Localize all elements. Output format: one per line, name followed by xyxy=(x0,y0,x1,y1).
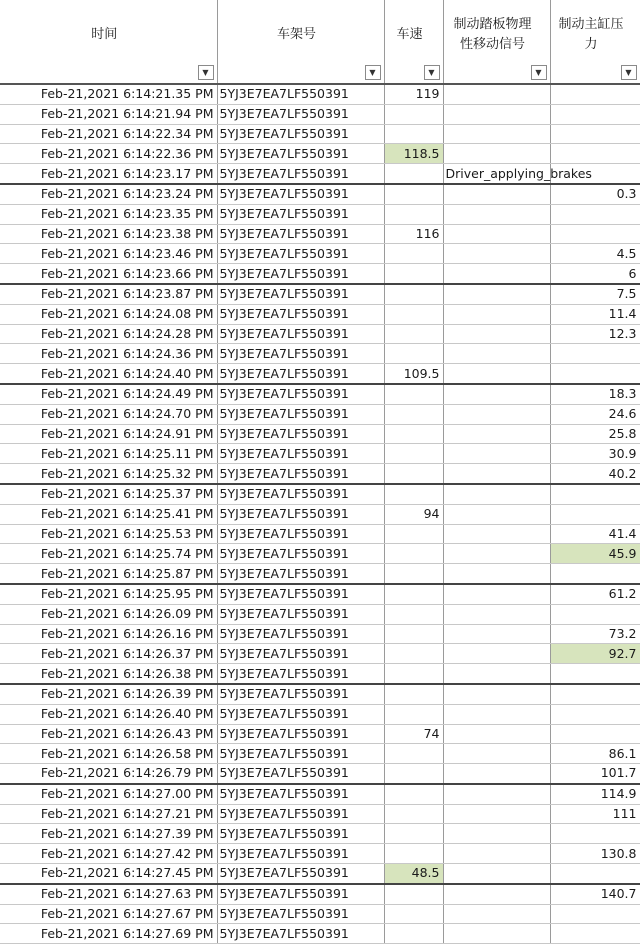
cell-pressure[interactable]: 92.7 xyxy=(550,644,640,664)
cell-time[interactable]: Feb-21,2021 6:14:22.34 PM xyxy=(0,124,217,144)
cell-vin[interactable]: 5YJ3E7EA7LF550391 xyxy=(217,924,384,944)
table-row xyxy=(0,124,640,144)
cell-time[interactable]: Feb-21,2021 6:14:26.37 PM xyxy=(0,644,217,664)
cell-brake-signal[interactable] xyxy=(443,724,550,744)
cell-brake-signal[interactable] xyxy=(443,324,550,344)
cell-brake-signal[interactable] xyxy=(443,224,550,244)
cell-time[interactable]: Feb-21,2021 6:14:24.40 PM xyxy=(0,364,217,384)
cell-time[interactable]: Feb-21,2021 6:14:26.39 PM xyxy=(0,684,217,704)
cell-brake-signal[interactable] xyxy=(443,744,550,764)
cell-time[interactable]: Feb-21,2021 6:14:26.79 PM xyxy=(0,764,217,784)
cell-brake-signal[interactable] xyxy=(443,404,550,424)
cell-time[interactable]: Feb-21,2021 6:14:27.00 PM xyxy=(0,784,217,804)
column-header-time-label: 时间 xyxy=(91,26,118,42)
cell-vin[interactable]: 5YJ3E7EA7LF550391 xyxy=(217,744,384,764)
cell-vin[interactable]: 5YJ3E7EA7LF550391 xyxy=(217,664,384,684)
cell-pressure[interactable]: 114.9 xyxy=(550,784,640,804)
cell-pressure[interactable] xyxy=(550,144,640,164)
cell-brake-signal[interactable] xyxy=(443,784,550,804)
cell-vin[interactable]: 5YJ3E7EA7LF550391 xyxy=(217,904,384,924)
cell-time[interactable]: Feb-21,2021 6:14:27.63 PM xyxy=(0,884,217,904)
cell-speed[interactable] xyxy=(384,424,443,444)
cell-speed[interactable] xyxy=(384,464,443,484)
table-row xyxy=(0,84,640,104)
cell-vin[interactable]: 5YJ3E7EA7LF550391 xyxy=(217,464,384,484)
table-row xyxy=(0,244,640,264)
cell-speed[interactable] xyxy=(384,844,443,864)
table-row xyxy=(0,504,640,524)
dropdown-arrow-icon[interactable]: ▼ xyxy=(365,65,381,80)
cell-pressure[interactable] xyxy=(550,84,640,104)
cell-pressure[interactable] xyxy=(550,484,640,504)
cell-speed[interactable] xyxy=(384,664,443,684)
cell-speed[interactable] xyxy=(384,404,443,424)
cell-speed[interactable] xyxy=(384,104,443,124)
cell-time[interactable]: Feb-21,2021 6:14:23.35 PM xyxy=(0,204,217,224)
column-header-pedal xyxy=(443,0,550,84)
cell-speed[interactable] xyxy=(384,824,443,844)
cell-time[interactable]: Feb-21,2021 6:14:25.53 PM xyxy=(0,524,217,544)
cell-brake-signal[interactable] xyxy=(443,664,550,684)
column-header-pressure xyxy=(550,0,640,84)
cell-pressure[interactable]: 30.9 xyxy=(550,444,640,464)
cell-speed[interactable] xyxy=(384,444,443,464)
cell-pressure[interactable] xyxy=(550,864,640,884)
cell-brake-signal[interactable] xyxy=(443,244,550,264)
cell-pressure[interactable] xyxy=(550,224,640,244)
cell-pressure[interactable]: 41.4 xyxy=(550,524,640,544)
cell-pressure[interactable] xyxy=(550,684,640,704)
cell-vin[interactable]: 5YJ3E7EA7LF550391 xyxy=(217,604,384,624)
cell-time[interactable]: Feb-21,2021 6:14:27.39 PM xyxy=(0,824,217,844)
cell-pressure[interactable] xyxy=(550,824,640,844)
cell-brake-signal[interactable] xyxy=(443,564,550,584)
cell-speed[interactable] xyxy=(384,284,443,304)
table-row xyxy=(0,204,640,224)
cell-vin[interactable]: 5YJ3E7EA7LF550391 xyxy=(217,844,384,864)
cell-pressure[interactable] xyxy=(550,904,640,924)
cell-brake-signal[interactable] xyxy=(443,364,550,384)
cell-time[interactable]: Feb-21,2021 6:14:23.17 PM xyxy=(0,164,217,184)
cell-vin[interactable]: 5YJ3E7EA7LF550391 xyxy=(217,804,384,824)
cell-pressure[interactable]: 6 xyxy=(550,264,640,284)
cell-time[interactable]: Feb-21,2021 6:14:21.94 PM xyxy=(0,104,217,124)
cell-pressure[interactable]: 45.9 xyxy=(550,544,640,564)
table-row xyxy=(0,844,640,864)
cell-brake-signal[interactable] xyxy=(443,504,550,524)
table-row xyxy=(0,544,640,564)
cell-time[interactable]: Feb-21,2021 6:14:26.09 PM xyxy=(0,604,217,624)
cell-vin[interactable]: 5YJ3E7EA7LF550391 xyxy=(217,324,384,344)
cell-brake-signal[interactable] xyxy=(443,104,550,124)
cell-speed[interactable] xyxy=(384,624,443,644)
cell-vin[interactable]: 5YJ3E7EA7LF550391 xyxy=(217,344,384,364)
cell-time[interactable]: Feb-21,2021 6:14:24.28 PM xyxy=(0,324,217,344)
cell-vin[interactable]: 5YJ3E7EA7LF550391 xyxy=(217,784,384,804)
cell-time[interactable]: Feb-21,2021 6:14:23.66 PM xyxy=(0,264,217,284)
cell-vin[interactable]: 5YJ3E7EA7LF550391 xyxy=(217,224,384,244)
cell-time[interactable]: Feb-21,2021 6:14:25.74 PM xyxy=(0,544,217,564)
cell-brake-signal[interactable] xyxy=(443,284,550,304)
table-row xyxy=(0,384,640,404)
column-header-vin-label: 车架号 xyxy=(276,26,316,42)
table-row xyxy=(0,184,640,204)
cell-vin[interactable]: 5YJ3E7EA7LF550391 xyxy=(217,264,384,284)
cell-time[interactable]: Feb-21,2021 6:14:27.67 PM xyxy=(0,904,217,924)
table-row xyxy=(0,564,640,584)
cell-speed[interactable]: 48.5 xyxy=(384,864,443,884)
cell-brake-signal[interactable] xyxy=(443,204,550,224)
cell-brake-signal[interactable] xyxy=(443,624,550,644)
cell-speed[interactable] xyxy=(384,124,443,144)
cell-vin[interactable]: 5YJ3E7EA7LF550391 xyxy=(217,704,384,724)
column-header-speed-label: 车速 xyxy=(396,26,423,42)
table-row xyxy=(0,744,640,764)
cell-speed[interactable] xyxy=(384,164,443,184)
cell-speed[interactable] xyxy=(384,884,443,904)
cell-brake-signal[interactable] xyxy=(443,864,550,884)
cell-speed[interactable] xyxy=(384,644,443,664)
table-row xyxy=(0,524,640,544)
cell-brake-signal[interactable] xyxy=(443,904,550,924)
table-row xyxy=(0,804,640,824)
header-row xyxy=(0,0,640,84)
cell-speed[interactable]: 109.5 xyxy=(384,364,443,384)
cell-time[interactable]: Feb-21,2021 6:14:24.49 PM xyxy=(0,384,217,404)
cell-time[interactable]: Feb-21,2021 6:14:23.24 PM xyxy=(0,184,217,204)
table-body xyxy=(0,84,640,944)
cell-vin[interactable]: 5YJ3E7EA7LF550391 xyxy=(217,84,384,104)
cell-vin[interactable]: 5YJ3E7EA7LF550391 xyxy=(217,484,384,504)
cell-speed[interactable] xyxy=(384,344,443,364)
cell-brake-signal[interactable] xyxy=(443,524,550,544)
cell-time[interactable]: Feb-21,2021 6:14:24.91 PM xyxy=(0,424,217,444)
cell-speed[interactable] xyxy=(384,244,443,264)
table-row xyxy=(0,584,640,604)
cell-time[interactable]: Feb-21,2021 6:14:26.16 PM xyxy=(0,624,217,644)
cell-vin[interactable]: 5YJ3E7EA7LF550391 xyxy=(217,384,384,404)
cell-speed[interactable] xyxy=(384,764,443,784)
cell-brake-signal[interactable] xyxy=(443,484,550,504)
cell-speed[interactable] xyxy=(384,304,443,324)
cell-vin[interactable]: 5YJ3E7EA7LF550391 xyxy=(217,444,384,464)
table-row xyxy=(0,604,640,624)
cell-time[interactable]: Feb-21,2021 6:14:24.08 PM xyxy=(0,304,217,324)
cell-vin[interactable]: 5YJ3E7EA7LF550391 xyxy=(217,764,384,784)
cell-time[interactable]: Feb-21,2021 6:14:23.38 PM xyxy=(0,224,217,244)
cell-time[interactable]: Feb-21,2021 6:14:23.87 PM xyxy=(0,284,217,304)
cell-brake-signal[interactable] xyxy=(443,704,550,724)
table-row xyxy=(0,424,640,444)
cell-time[interactable]: Feb-21,2021 6:14:25.11 PM xyxy=(0,444,217,464)
cell-pressure[interactable] xyxy=(550,364,640,384)
dropdown-arrow-icon[interactable]: ▼ xyxy=(621,65,637,80)
table-row xyxy=(0,404,640,424)
cell-speed[interactable] xyxy=(384,524,443,544)
cell-time[interactable]: Feb-21,2021 6:14:27.45 PM xyxy=(0,864,217,884)
cell-speed[interactable] xyxy=(384,484,443,504)
cell-vin[interactable]: 5YJ3E7EA7LF550391 xyxy=(217,184,384,204)
table-row xyxy=(0,664,640,684)
table-row xyxy=(0,164,640,184)
cell-pressure[interactable]: 0.3 xyxy=(550,184,640,204)
cell-vin[interactable]: 5YJ3E7EA7LF550391 xyxy=(217,584,384,604)
cell-time[interactable]: Feb-21,2021 6:14:27.21 PM xyxy=(0,804,217,824)
cell-brake-signal[interactable] xyxy=(443,844,550,864)
cell-brake-signal[interactable] xyxy=(443,304,550,324)
cell-vin[interactable]: 5YJ3E7EA7LF550391 xyxy=(217,404,384,424)
table-row xyxy=(0,864,640,884)
cell-vin[interactable]: 5YJ3E7EA7LF550391 xyxy=(217,864,384,884)
table-row xyxy=(0,464,640,484)
table-row xyxy=(0,684,640,704)
cell-time[interactable]: Feb-21,2021 6:14:27.42 PM xyxy=(0,844,217,864)
table-row xyxy=(0,264,640,284)
cell-vin[interactable]: 5YJ3E7EA7LF550391 xyxy=(217,304,384,324)
cell-vin[interactable]: 5YJ3E7EA7LF550391 xyxy=(217,884,384,904)
cell-pressure[interactable]: 11.4 xyxy=(550,304,640,324)
cell-vin[interactable]: 5YJ3E7EA7LF550391 xyxy=(217,144,384,164)
cell-time[interactable]: Feb-21,2021 6:14:25.87 PM xyxy=(0,564,217,584)
column-header-vin xyxy=(217,0,384,84)
cell-brake-signal[interactable] xyxy=(443,684,550,704)
cell-pressure[interactable] xyxy=(550,124,640,144)
cell-brake-signal[interactable] xyxy=(443,444,550,464)
column-header-pressure-label: 制动主缸压力 xyxy=(558,16,624,52)
table-row xyxy=(0,824,640,844)
table-row xyxy=(0,484,640,504)
cell-speed[interactable]: 119 xyxy=(384,84,443,104)
dropdown-arrow-icon[interactable]: ▼ xyxy=(198,65,214,80)
column-header-pedal-label: 制动踏板物理性移动信号 xyxy=(453,16,532,52)
cell-vin[interactable]: 5YJ3E7EA7LF550391 xyxy=(217,124,384,144)
cell-vin[interactable]: 5YJ3E7EA7LF550391 xyxy=(217,164,384,184)
cell-vin[interactable]: 5YJ3E7EA7LF550391 xyxy=(217,564,384,584)
cell-pressure[interactable]: 4.5 xyxy=(550,244,640,264)
cell-pressure[interactable]: 25.8 xyxy=(550,424,640,444)
cell-brake-signal[interactable] xyxy=(443,164,592,184)
cell-pressure[interactable]: 12.3 xyxy=(550,324,640,344)
table-row xyxy=(0,444,640,464)
cell-pressure[interactable] xyxy=(550,104,640,124)
cell-time[interactable]: Feb-21,2021 6:14:22.36 PM xyxy=(0,144,217,164)
cell-brake-signal[interactable] xyxy=(443,264,550,284)
cell-pressure[interactable] xyxy=(550,344,640,364)
cell-pressure[interactable]: 7.5 xyxy=(550,284,640,304)
cell-time[interactable]: Feb-21,2021 6:14:21.35 PM xyxy=(0,84,217,104)
cell-speed[interactable] xyxy=(384,684,443,704)
cell-time[interactable]: Feb-21,2021 6:14:25.32 PM xyxy=(0,464,217,484)
cell-speed[interactable] xyxy=(384,604,443,624)
cell-brake-signal[interactable] xyxy=(443,644,550,664)
cell-brake-signal[interactable] xyxy=(443,804,550,824)
cell-brake-signal[interactable] xyxy=(443,584,550,604)
table-row xyxy=(0,724,640,744)
cell-pressure[interactable]: 40.2 xyxy=(550,464,640,484)
cell-vin[interactable]: 5YJ3E7EA7LF550391 xyxy=(217,204,384,224)
cell-pressure[interactable] xyxy=(550,704,640,724)
cell-speed[interactable] xyxy=(384,324,443,344)
cell-speed[interactable]: 94 xyxy=(384,504,443,524)
cell-pressure[interactable]: 140.7 xyxy=(550,884,640,904)
cell-pressure[interactable] xyxy=(550,504,640,524)
table-row xyxy=(0,764,640,784)
cell-time[interactable]: Feb-21,2021 6:14:24.70 PM xyxy=(0,404,217,424)
table-row xyxy=(0,644,640,664)
cell-speed[interactable]: 74 xyxy=(384,724,443,744)
cell-vin[interactable]: 5YJ3E7EA7LF550391 xyxy=(217,244,384,264)
cell-speed[interactable]: 118.5 xyxy=(384,144,443,164)
table-row xyxy=(0,324,640,344)
cell-vin[interactable]: 5YJ3E7EA7LF550391 xyxy=(217,544,384,564)
cell-brake-signal[interactable] xyxy=(443,884,550,904)
cell-vin[interactable]: 5YJ3E7EA7LF550391 xyxy=(217,624,384,644)
cell-time[interactable]: Feb-21,2021 6:14:25.41 PM xyxy=(0,504,217,524)
cell-speed[interactable] xyxy=(384,204,443,224)
table-row xyxy=(0,784,640,804)
cell-vin[interactable]: 5YJ3E7EA7LF550391 xyxy=(217,644,384,664)
cell-pressure[interactable]: 86.1 xyxy=(550,744,640,764)
cell-speed[interactable] xyxy=(384,804,443,824)
cell-vin[interactable]: 5YJ3E7EA7LF550391 xyxy=(217,284,384,304)
cell-brake-signal[interactable] xyxy=(443,124,550,144)
dropdown-arrow-icon[interactable]: ▼ xyxy=(424,65,440,80)
cell-brake-signal[interactable] xyxy=(443,84,550,104)
cell-speed[interactable] xyxy=(384,264,443,284)
brake-signal-text: Driver_applying_brakes xyxy=(445,165,592,181)
table-row xyxy=(0,224,640,244)
column-header-speed xyxy=(384,0,443,84)
cell-vin[interactable]: 5YJ3E7EA7LF550391 xyxy=(217,504,384,524)
cell-time[interactable]: Feb-21,2021 6:14:26.43 PM xyxy=(0,724,217,744)
cell-time[interactable]: Feb-21,2021 6:14:25.37 PM xyxy=(0,484,217,504)
cell-pressure[interactable]: 101.7 xyxy=(550,764,640,784)
cell-pressure[interactable] xyxy=(550,664,640,684)
cell-vin[interactable]: 5YJ3E7EA7LF550391 xyxy=(217,424,384,444)
table-row xyxy=(0,624,640,644)
cell-time[interactable]: Feb-21,2021 6:14:25.95 PM xyxy=(0,584,217,604)
table-row xyxy=(0,344,640,364)
cell-speed[interactable] xyxy=(384,784,443,804)
cell-time[interactable]: Feb-21,2021 6:14:26.58 PM xyxy=(0,744,217,764)
table-row xyxy=(0,904,640,924)
cell-speed[interactable] xyxy=(384,184,443,204)
cell-brake-signal[interactable] xyxy=(443,544,550,564)
cell-brake-signal[interactable] xyxy=(443,464,550,484)
cell-speed[interactable] xyxy=(384,744,443,764)
cell-pressure[interactable]: 24.6 xyxy=(550,404,640,424)
table-row xyxy=(0,144,640,164)
cell-time[interactable]: Feb-21,2021 6:14:24.36 PM xyxy=(0,344,217,364)
table-row xyxy=(0,104,640,124)
cell-brake-signal[interactable] xyxy=(443,184,550,204)
cell-pressure[interactable] xyxy=(550,564,640,584)
cell-brake-signal[interactable] xyxy=(443,604,550,624)
cell-time[interactable]: Feb-21,2021 6:14:23.46 PM xyxy=(0,244,217,264)
cell-vin[interactable]: 5YJ3E7EA7LF550391 xyxy=(217,684,384,704)
cell-speed[interactable] xyxy=(384,584,443,604)
cell-pressure[interactable]: 61.2 xyxy=(550,584,640,604)
cell-vin[interactable]: 5YJ3E7EA7LF550391 xyxy=(217,724,384,744)
cell-brake-signal[interactable] xyxy=(443,764,550,784)
dropdown-arrow-icon[interactable]: ▼ xyxy=(531,65,547,80)
cell-pressure[interactable]: 111 xyxy=(550,804,640,824)
cell-speed[interactable] xyxy=(384,564,443,584)
cell-brake-signal[interactable] xyxy=(443,424,550,444)
cell-speed[interactable]: 116 xyxy=(384,224,443,244)
table-row xyxy=(0,284,640,304)
cell-pressure[interactable] xyxy=(550,204,640,224)
cell-vin[interactable]: 5YJ3E7EA7LF550391 xyxy=(217,824,384,844)
cell-brake-signal[interactable] xyxy=(443,144,550,164)
table-row xyxy=(0,704,640,724)
cell-pressure[interactable] xyxy=(550,604,640,624)
cell-speed[interactable] xyxy=(384,384,443,404)
cell-time[interactable]: Feb-21,2021 6:14:26.38 PM xyxy=(0,664,217,684)
cell-speed[interactable] xyxy=(384,704,443,724)
table-row xyxy=(0,304,640,324)
cell-pressure[interactable]: 18.3 xyxy=(550,384,640,404)
cell-vin[interactable]: 5YJ3E7EA7LF550391 xyxy=(217,364,384,384)
cell-time[interactable]: Feb-21,2021 6:14:26.40 PM xyxy=(0,704,217,724)
cell-speed[interactable] xyxy=(384,544,443,564)
cell-vin[interactable]: 5YJ3E7EA7LF550391 xyxy=(217,104,384,124)
cell-pressure[interactable]: 130.8 xyxy=(550,844,640,864)
table-row xyxy=(0,364,640,384)
cell-brake-signal[interactable] xyxy=(443,824,550,844)
cell-speed[interactable] xyxy=(384,904,443,924)
cell-brake-signal[interactable] xyxy=(443,344,550,364)
cell-pressure[interactable] xyxy=(550,724,640,744)
column-header-time xyxy=(0,0,217,84)
cell-brake-signal[interactable] xyxy=(443,384,550,404)
table-row xyxy=(0,884,640,904)
cell-time[interactable]: Feb-21,2021 6:14:27.69 PM xyxy=(0,924,217,944)
cell-pressure[interactable]: 73.2 xyxy=(550,624,640,644)
cell-vin[interactable]: 5YJ3E7EA7LF550391 xyxy=(217,524,384,544)
